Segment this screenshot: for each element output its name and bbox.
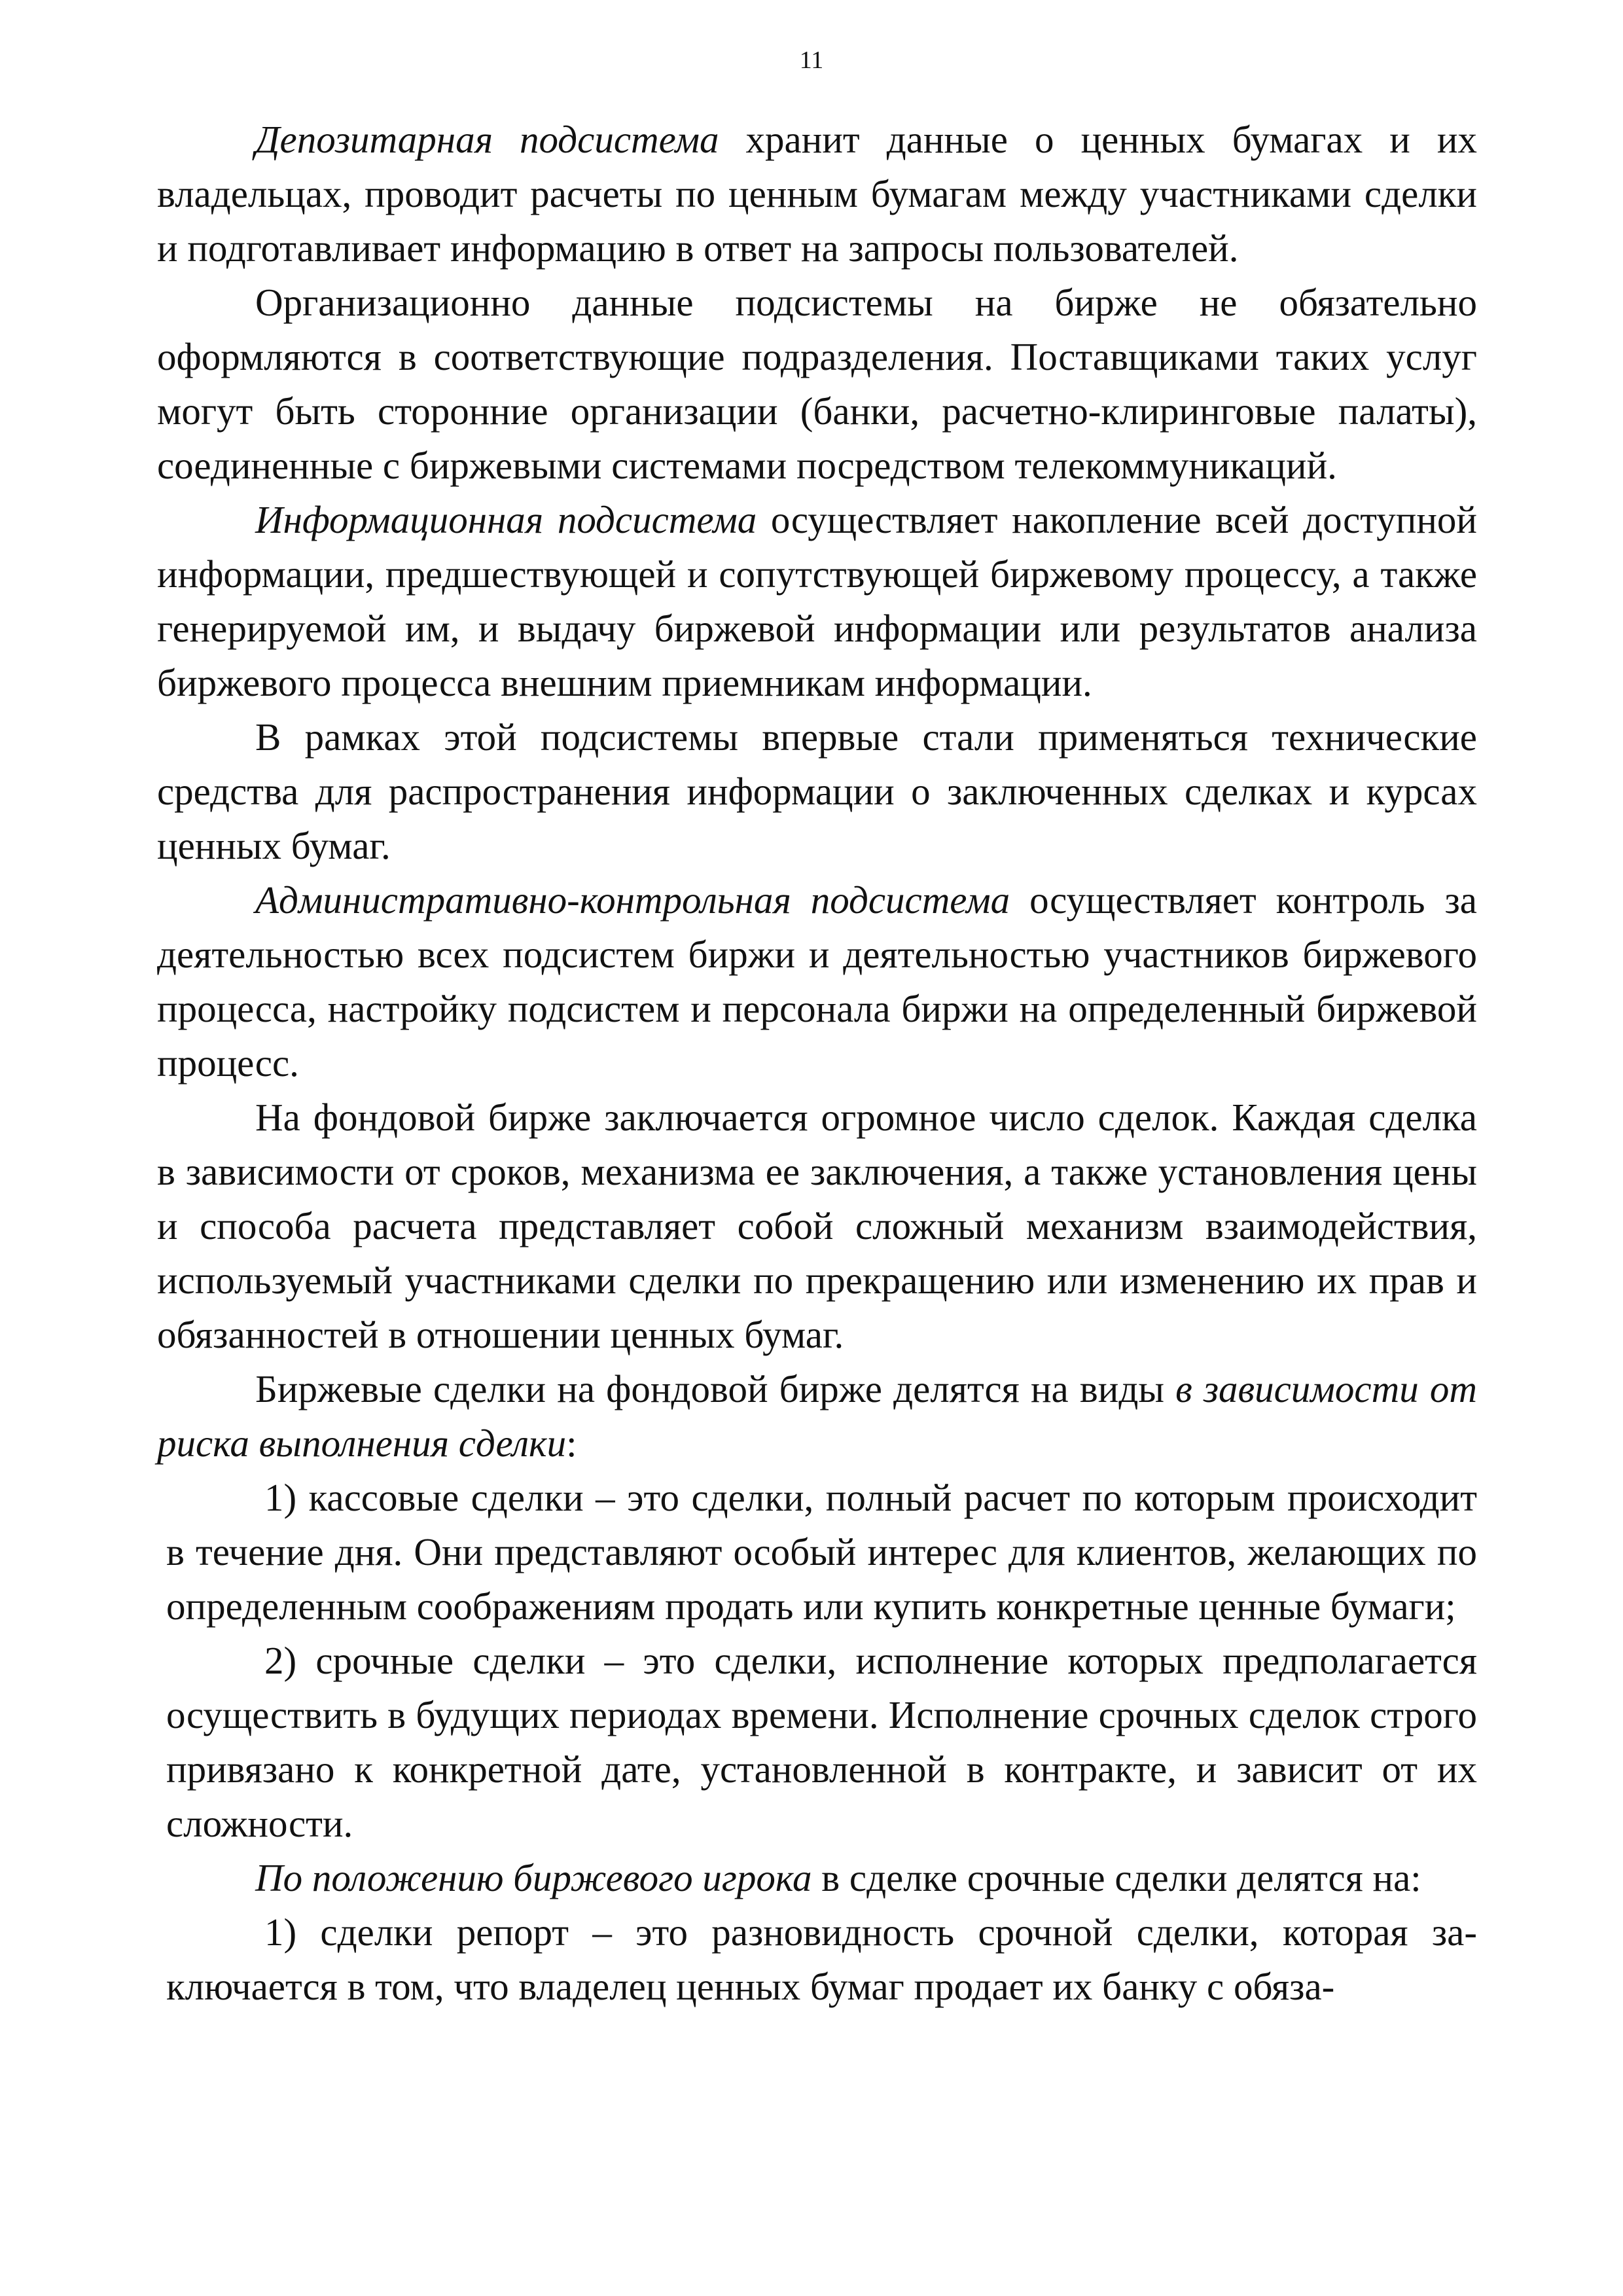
paragraph-text: осуществляет накопление всей доступной информации, предшествующей и сопутствующей биржевому процессу, а также генерируемой им, и выдачу биржевой информации или результатов анализа биржевого процесса внешним приемникам информации.: [157, 498, 1477, 704]
paragraph-information-subsystem: [157, 493, 1477, 710]
paragraph-tail: :: [566, 1422, 577, 1465]
page-body: [157, 113, 1477, 2014]
paragraph-text: В рамках этой подсистемы впервые стали применяться технические средства для распространения информации о заключенных сделках и курсах ценных бумаг.: [157, 715, 1477, 867]
list-item-cash-deals: [157, 1471, 1477, 1634]
paragraph-text: На фондовой бирже заключается огромное число сделок. Каждая сделка в зависимости от сроков, механизма ее заключения, а также установления цены и способа расчета представляет собой сложный механизм взаимодействия, используемый участниками сделки по прекращению или изменению их прав и обязанностей в отношении ценных бумаг.: [157, 1096, 1477, 1356]
term-depository-subsystem: Депозитарная подсистема: [255, 118, 719, 161]
paragraph-text: 2) срочные сделки – это сделки, исполнение которых предполагается осуществить в будущих периодах времени. Исполнение срочных сделок строго привязано к конкретной дате, установленной в контракте, и зависит от их сложности.: [166, 1639, 1477, 1845]
paragraph-text: в сделке срочные сделки делятся на:: [812, 1856, 1421, 1899]
list-item-forward-deals: [157, 1634, 1477, 1851]
term-information-subsystem: Информационная подсистема: [255, 498, 757, 541]
term-player-position: По положению биржевого игрока: [255, 1856, 812, 1899]
term-administrative-subsystem: Административно-контрольная подсистема: [255, 878, 1010, 922]
paragraph-text: Биржевые сделки на фондовой бирже делятся на виды: [255, 1367, 1176, 1410]
paragraph-stock-exchange-deals: [157, 1090, 1477, 1362]
paragraph-administrative-subsystem: [157, 873, 1477, 1090]
paragraph-text: Организационно данные подсистемы на бирже не обязательно оформляются в соответствующие подразделения. Поставщиками таких услуг могут быть сторонние организации (банки, расчетно-клиринговые палаты), соединенные с биржевыми системами посредством телекоммуникаций.: [157, 281, 1477, 487]
paragraph-text: хранит данные о ценных бумагах и их владельцах, проводит расчеты по ценным бумагам между участниками сделки и подготавливает информацию в ответ на запросы пользователей.: [157, 118, 1477, 270]
paragraph-organization: [157, 276, 1477, 493]
paragraph-depository-subsystem: [157, 113, 1477, 276]
paragraph-text: 1) кассовые сделки – это сделки, полный расчет по которым происходит в течение дня. Они представляют особый интерес для клиентов, желающих по определенным соображениям продать или купить конкретные ценные бумаги;: [166, 1476, 1477, 1628]
term-risk-classification: в зависимости от риска выполнения сделки: [157, 1367, 1477, 1465]
paragraph-text: осуществляет контроль за деятельностью всех подсистем биржи и деятельностью участников биржевого процесса, настройку подсистем и персонала биржи на определенный биржевой процесс.: [157, 878, 1477, 1085]
paragraph-deal-types: [157, 1362, 1477, 1471]
paragraph-text: 1) сделки репорт – это разновидность срочной сделки, которая заключается в том, что владелец ценных бумаг продает их банку с обяза-: [166, 1910, 1477, 2008]
list-item-repo-deals: [157, 1905, 1477, 2014]
page-number: 11: [799, 46, 824, 74]
paragraph-technical-means: [157, 710, 1477, 873]
paragraph-player-position: [157, 1851, 1477, 1905]
